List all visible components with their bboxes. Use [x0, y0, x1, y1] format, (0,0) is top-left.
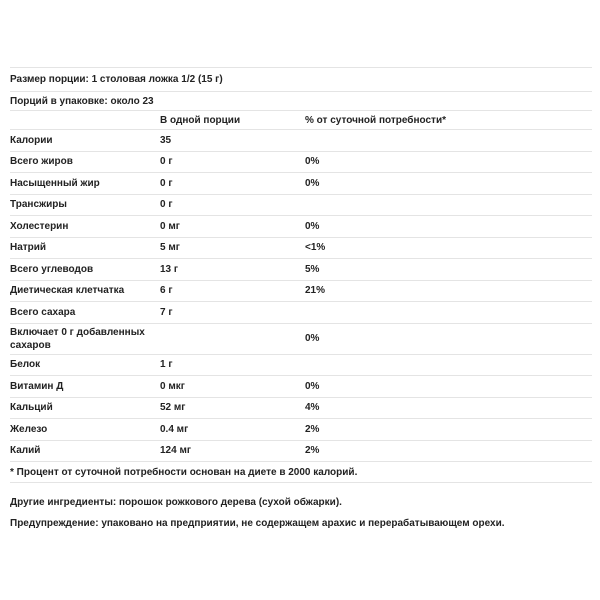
- serving-size-row: [10, 67, 592, 91]
- table-header-row: [10, 110, 592, 129]
- nutrition-table: [10, 67, 592, 483]
- nutrient-daily-value: 0%: [305, 380, 320, 392]
- nutrient-row: [10, 258, 592, 280]
- nutrient-row: [10, 172, 592, 194]
- nutrient-amount: 0.4 мг: [160, 423, 189, 435]
- nutrient-row: [10, 440, 592, 462]
- nutrient-name: Холестерин: [10, 220, 69, 232]
- nutrient-amount: 0 мг: [160, 220, 180, 232]
- nutrient-amount: 35: [160, 134, 172, 146]
- nutrient-row: [10, 418, 592, 440]
- warning-text: Предупреждение: упаковано на предприятии, не содержащем арахис и перерабатывающем орехи.: [10, 518, 505, 529]
- nutrient-name: Диетическая клетчатка: [10, 285, 125, 297]
- nutrient-name: Всего сахара: [10, 306, 76, 318]
- nutrient-amount: 52 мг: [160, 402, 186, 414]
- header-daily-value: % от суточной потребности*: [305, 114, 446, 126]
- nutrient-name: Витамин Д: [10, 380, 64, 392]
- nutrient-amount: 0 мкг: [160, 380, 185, 392]
- nutrient-row: [10, 323, 592, 354]
- nutrient-daily-value: 0%: [305, 177, 320, 189]
- nutrient-amount: 6 г: [160, 285, 173, 297]
- footnote-text: * Процент от суточной потребности основан на диете в 2000 калорий.: [10, 466, 358, 478]
- nutrient-row: [10, 129, 592, 151]
- nutrient-row: [10, 151, 592, 173]
- serving-size-text: Размер порции: 1 столовая ложка 1/2 (15 г): [10, 74, 223, 85]
- nutrient-row: [10, 215, 592, 237]
- nutrient-daily-value: 2%: [305, 423, 320, 435]
- nutrient-amount: 5 мг: [160, 242, 180, 254]
- nutrient-row: [10, 397, 592, 419]
- nutrient-amount: 0 г: [160, 199, 173, 211]
- nutrient-daily-value: 5%: [305, 263, 320, 275]
- nutrient-name: Железо: [10, 423, 48, 435]
- nutrient-row: [10, 237, 592, 259]
- nutrient-amount: 0 г: [160, 177, 173, 189]
- nutrient-row: [10, 194, 592, 216]
- nutrient-amount: 1 г: [160, 359, 173, 371]
- footnote-row: [10, 461, 592, 483]
- nutrient-amount: 13 г: [160, 263, 179, 275]
- nutrient-name: Белок: [10, 359, 41, 371]
- nutrient-row: [10, 354, 592, 376]
- nutrient-row: [10, 280, 592, 302]
- nutrient-row: [10, 375, 592, 397]
- nutrient-name: Включает 0 г добавленных сахаров: [10, 326, 145, 351]
- nutrient-name: Калории: [10, 134, 53, 146]
- nutrient-name: Всего углеводов: [10, 263, 94, 275]
- nutrient-daily-value: 0%: [305, 333, 320, 344]
- nutrient-daily-value: 21%: [305, 285, 326, 297]
- nutrient-amount: 124 мг: [160, 445, 192, 457]
- servings-per-container-row: [10, 91, 592, 110]
- nutrient-amount: 7 г: [160, 306, 173, 318]
- nutrient-name: Калий: [10, 445, 41, 457]
- nutrient-rows: [10, 129, 592, 461]
- nutrient-daily-value: 2%: [305, 445, 320, 457]
- nutrient-daily-value: <1%: [305, 242, 326, 254]
- nutrient-name: Трансжиры: [10, 199, 67, 211]
- nutrient-daily-value: 0%: [305, 156, 320, 168]
- nutrient-name: Насыщенный жир: [10, 177, 100, 189]
- header-amount-per-serving: В одной порции: [160, 114, 241, 126]
- nutrient-name: Кальций: [10, 402, 53, 414]
- nutrient-name: Натрий: [10, 242, 47, 254]
- nutrient-row: [10, 301, 592, 323]
- nutrient-daily-value: 4%: [305, 402, 320, 414]
- nutrient-daily-value: 0%: [305, 220, 320, 232]
- nutrient-amount: 0 г: [160, 156, 173, 168]
- servings-per-container-text: Порций в упаковке: около 23: [10, 95, 154, 107]
- nutrient-name: Всего жиров: [10, 156, 73, 168]
- other-ingredients-text: Другие ингредиенты: порошок рожкового дерева (сухой обжарки).: [10, 497, 342, 508]
